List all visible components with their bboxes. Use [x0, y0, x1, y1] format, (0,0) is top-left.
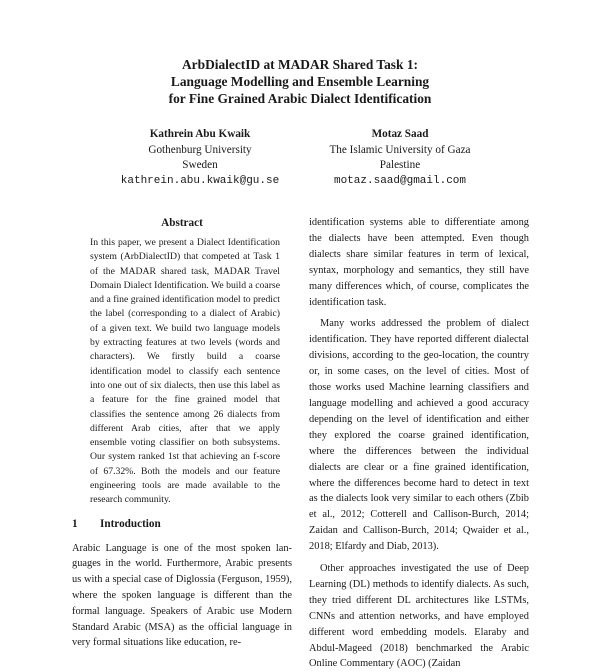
right-column: [309, 215, 529, 672]
paragraph: identification systems able to differentiate among the dialects have been attempted. Even though dialects share similar features in term of lexical, syntax, morphology and semantics, they still have many differences which, of course, complicates the identification task.: [309, 217, 529, 308]
author-affiliation: Gothenburg University: [148, 143, 252, 156]
title-line: for Fine Grained Arabic Dialect Identification: [168, 91, 432, 106]
introduction-text: Arabic Language is one of the most spoken languages in the world. Furthermore, Arabic presents us with a special case of Diglossia (Ferguson, 1959), where the spoken language is different than the formal language. Speakers of Arabic use Modern Standard Arabic (MSA) as the official language in very formal situations like education, re-: [72, 542, 292, 649]
author-email: kathrein.abu.kwaik@gu.se: [120, 174, 280, 187]
author-affiliation: The Islamic University of Gaza: [329, 143, 471, 156]
paragraph: Many works addressed the problem of dialect identification. They have reported different dialectal divisions, according to the geo-location, the country or, in some cases, on the level of cities. Most of those works used Machine learning classifiers and language modelling and achieved a good accuracy depending on the level of identification and either they explored the coarse grained identification, where the differences between the individual dialects are clear or a fine grained identification, where the differences become hard to detect in text as the dialects look very similar to each others (Zbib et al., 2012; Cotterell and Callison-Burch, 2014; Zaidan and Callison-Burch, 2014; Qwaider et al., 2018; Elfardy and Diab, 2013).: [309, 318, 529, 553]
title-line: ArbDialectID at MADAR Shared Task 1:: [182, 57, 418, 72]
author-email: motaz.saad@gmail.com: [333, 174, 467, 187]
abstract-text: In this paper, we present a Dialect Identification system (ArbDialectID) that competed at Task 1 of the MADAR shared task, MADAR Travel Domain Dialect Identification. We build a coarse and a fine grained identification model to predict the label (corresponding to a dialect of Arabic) of a given text. We build two language models by extracting features at two levels (words and characters). We firstly build a coarse identification model to classify each sentence into one out of six dialects, then use this label as a feature for the fine grained model that classifies the sentence among 26 dialects from different Arab cities, after that we apply ensemble voting classifier on both subsystems. Our system ranked 1st that achieving an f-score of 67.32%. Both the models and our feature engineering tools are made available to the research community.: [90, 237, 280, 506]
section-number: 1: [72, 517, 78, 530]
paragraph: Other approaches investigated the use of Deep Learning (DL) methods to identify dialects. As such, they tried different DL architectures like LSTMs, CNNs and attention networks, and have employed different word embedding models. Elaraby and Abdul-Mageed (2018) benchmarked the Arabic Online Commentary (AOC) (Zaidan: [309, 563, 529, 670]
title-line: Language Modelling and Ensemble Learning: [170, 74, 430, 89]
paper-title: [60, 56, 540, 107]
author-name: Kathrein Abu Kwaik: [149, 128, 251, 140]
left-column: [72, 216, 292, 651]
section-title: Introduction: [100, 517, 161, 530]
author-block: [270, 127, 530, 189]
author-country: Sweden: [182, 159, 218, 171]
author-name: Motaz Saad: [371, 128, 429, 140]
section-heading-introduction: [72, 515, 292, 533]
author-country: Palestine: [379, 159, 421, 171]
abstract-heading: Abstract: [161, 217, 203, 229]
